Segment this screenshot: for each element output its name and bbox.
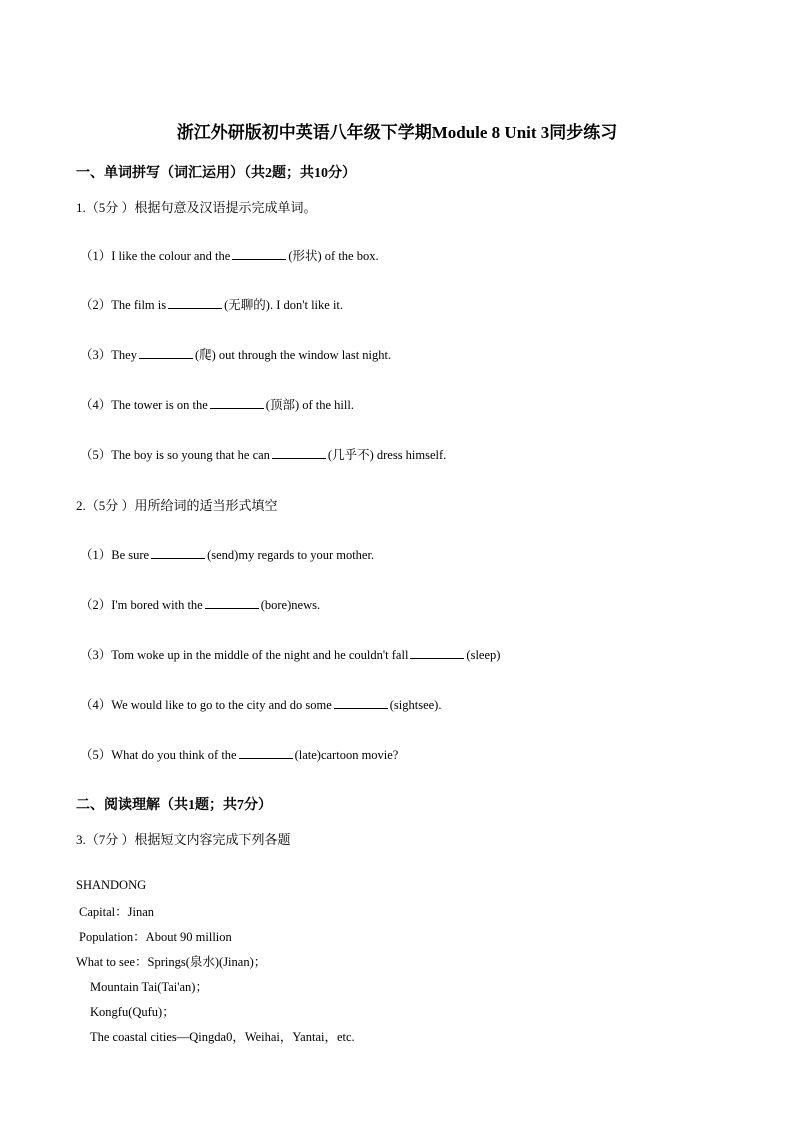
item-text-before: Be sure bbox=[111, 548, 150, 562]
item-text-before: Tom woke up in the middle of the night and he couldn't fall bbox=[111, 648, 409, 662]
answer-blank[interactable] bbox=[210, 396, 264, 409]
item-number: （3） bbox=[80, 648, 112, 662]
passage-line-population: Population：About 90 million bbox=[79, 930, 232, 944]
item-number: （2） bbox=[80, 298, 112, 312]
page-title: 浙江外研版初中英语八年级下学期Module 8 Unit 3同步练习 bbox=[176, 123, 618, 142]
passage-heading: SHANDONG bbox=[76, 878, 147, 892]
item-text-after: (sleep) bbox=[466, 648, 501, 662]
question-1-item-4 bbox=[80, 395, 354, 413]
item-text-after: (sightsee). bbox=[389, 698, 442, 712]
passage-line-what-to-see: What to see：Springs(泉水)(Jinan)； bbox=[76, 955, 267, 969]
item-text-before: We would like to go to the city and do some bbox=[111, 698, 332, 712]
item-number: （4） bbox=[80, 698, 112, 712]
question-1-item-1 bbox=[80, 246, 379, 264]
item-text-before: I like the colour and the bbox=[111, 249, 231, 263]
answer-blank[interactable] bbox=[205, 596, 259, 609]
item-text-before: The tower is on the bbox=[111, 398, 208, 412]
item-text-after: (send)my regards to your mother. bbox=[207, 548, 375, 562]
passage-line-mountain-tai: Mountain Tai(Tai'an)； bbox=[90, 980, 208, 994]
answer-blank[interactable] bbox=[410, 646, 464, 659]
item-number: （3） bbox=[80, 348, 112, 362]
answer-blank[interactable] bbox=[168, 296, 222, 309]
question-2-item-2 bbox=[80, 595, 320, 613]
question-1-header: 1.（5分 ）根据句意及汉语提示完成单词。 bbox=[76, 200, 317, 215]
item-number: （5） bbox=[80, 448, 112, 462]
item-text-after: (爬) out through the window last night. bbox=[194, 348, 392, 362]
question-1-item-2 bbox=[80, 295, 343, 313]
item-number: （1） bbox=[80, 249, 112, 263]
question-2-item-5 bbox=[80, 745, 398, 763]
item-text-after: (bore)news. bbox=[260, 598, 321, 612]
section-heading-reading: 二、阅读理解（共1题；共7分） bbox=[76, 798, 272, 813]
answer-blank[interactable] bbox=[139, 346, 193, 359]
answer-blank[interactable] bbox=[334, 696, 388, 709]
item-text-before: They bbox=[111, 348, 137, 362]
item-text-after: (形状) of the box. bbox=[288, 249, 379, 263]
answer-blank[interactable] bbox=[232, 247, 286, 260]
question-2-item-4 bbox=[80, 695, 441, 713]
answer-blank[interactable] bbox=[239, 746, 293, 759]
passage-line-capital: Capital：Jinan bbox=[79, 905, 154, 919]
item-text-after: (顶部) of the hill. bbox=[265, 398, 354, 412]
question-2-item-1 bbox=[80, 545, 374, 563]
item-number: （5） bbox=[80, 748, 112, 762]
question-1-item-3 bbox=[80, 345, 391, 363]
passage-line-kongfu: Kongfu(Qufu)； bbox=[90, 1005, 175, 1019]
item-number: （4） bbox=[80, 398, 112, 412]
passage-line-coastal-cities: The coastal cities—Qingda0，Weihai，Yantai，etc. bbox=[90, 1030, 355, 1044]
item-number: （1） bbox=[80, 548, 112, 562]
question-2-item-3 bbox=[80, 645, 500, 663]
item-text-before: I'm bored with the bbox=[111, 598, 203, 612]
section-heading-vocabulary: 一、单词拼写（词汇运用）（共2题；共10分） bbox=[76, 166, 356, 181]
item-number: （2） bbox=[80, 598, 112, 612]
question-3-header: 3.（7分 ）根据短文内容完成下列各题 bbox=[76, 832, 291, 847]
item-text-before: The film is bbox=[111, 298, 167, 312]
item-text-after: (几乎不) dress himself. bbox=[327, 448, 447, 462]
question-2-header: 2.（5分 ）用所给词的适当形式填空 bbox=[76, 498, 278, 513]
answer-blank[interactable] bbox=[151, 546, 205, 559]
question-1-item-5 bbox=[80, 445, 446, 463]
item-text-after: (late)cartoon movie? bbox=[294, 748, 399, 762]
answer-blank[interactable] bbox=[272, 446, 326, 459]
item-text-after: (无聊的). I don't like it. bbox=[224, 298, 344, 312]
item-text-before: What do you think of the bbox=[111, 748, 237, 762]
item-text-before: The boy is so young that he can bbox=[111, 448, 270, 462]
